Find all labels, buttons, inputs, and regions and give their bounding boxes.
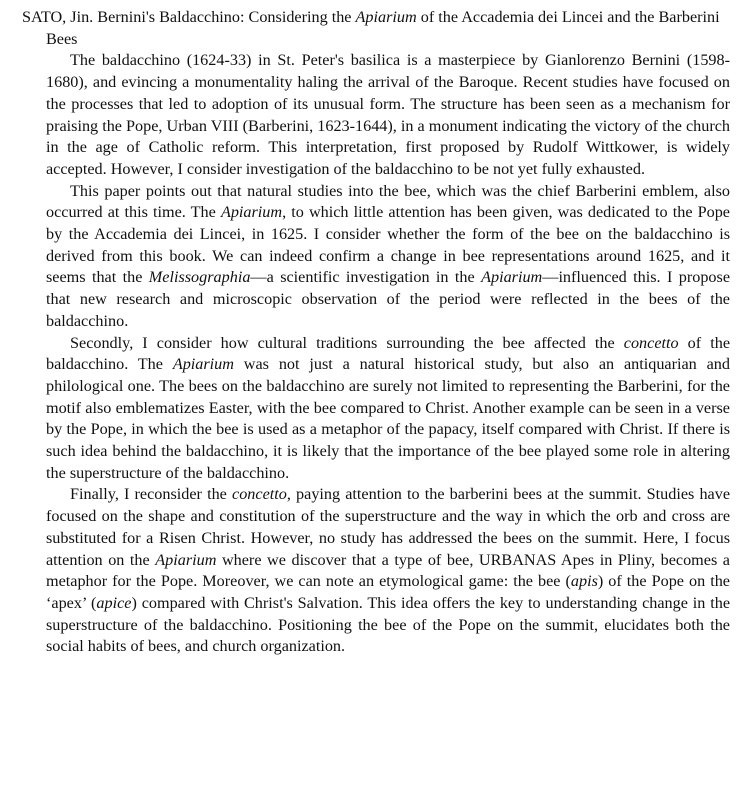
text-run: of the baldacchino. The bbox=[46, 333, 731, 374]
italic-term: Apiarium bbox=[220, 203, 283, 222]
text-run: This paper points out that natural studies into the bee, which was the chief Barberini emblem, also occurred at this time. The bbox=[46, 181, 730, 222]
abstract-page bbox=[22, 7, 730, 658]
text-run: —influenced this. I propose that new research and microscopic observation of the period were reflected in the bees of the baldacchino. bbox=[46, 268, 731, 330]
title-italic-apiarium: Apiarium bbox=[355, 8, 417, 26]
italic-term: Apiarium bbox=[155, 550, 217, 569]
italic-term: concetto bbox=[623, 333, 679, 352]
italic-term: Apiarium bbox=[481, 268, 543, 287]
text-run: where we discover that a type of bee, URBANAS Apes in Pliny, becomes a metaphor for the Pope. Moreover, we can note an etymological game: the bee ( bbox=[46, 550, 730, 591]
text-run: , paying attention to the barberini bees at the summit. Studies have focused on the shape and constitution of the superstructure and the way in which the orb and cross are substituted for a Risen Christ. However, no study has addressed the bees on the summit. Here, I focus attention on the bbox=[46, 485, 730, 569]
text-run: ) compared with Christ's Salvation. This idea offers the key to understanding change in the superstructure of the baldacchino. Positioning the bee of the Pope on the summit, elucidates both the social habits of bees, and church organization. bbox=[46, 593, 730, 656]
paragraph-1 bbox=[22, 50, 730, 180]
abstract-heading bbox=[22, 7, 730, 50]
text-run: was not just a natural historical study, but also an antiquarian and philological one. The bees on the baldacchino are surely not limited to representing the Barberini, for the motif also emblematizes Easter, with the bee compared to Christ. Another example can be seen in a verse by the Pope, in which the bee is used as a metaphor of the papacy, itself compared with Christ. If there is such idea behind the baldacchino, it is likely that the importance of the bee played some role in altering the superstructure of the baldacchino. bbox=[46, 355, 730, 482]
author-name: SATO, Jin. bbox=[22, 8, 94, 26]
paragraph-4 bbox=[22, 484, 730, 658]
italic-term: concetto bbox=[232, 485, 287, 504]
italic-term: Apiarium bbox=[172, 355, 234, 374]
text-run: Finally, I reconsider the bbox=[70, 485, 233, 504]
text-run: —a scientific investigation in the bbox=[250, 268, 482, 287]
italic-term: apice bbox=[96, 593, 132, 612]
paragraph-2 bbox=[22, 181, 730, 333]
text-run: Secondly, I consider how cultural traditions surrounding the bee affected the bbox=[70, 333, 624, 352]
text-run: ) of the Pope on the ‘apex’ ( bbox=[46, 572, 730, 612]
italic-term: apis bbox=[570, 572, 598, 591]
text-run: , to which little attention has been given, was dedicated to the Pope by the Accademia dei Lincei, in 1625. I consider whether the form of the bee on the baldacchino is derived from this book. We can indeed confirm a change in bee representations around 1625, and it seems that the bbox=[46, 203, 730, 287]
title-part-2: of the Accademia dei Lincei and the Barberini Bees bbox=[46, 8, 720, 48]
title-part-1: Bernini's Baldacchino: Considering the bbox=[97, 8, 352, 26]
paragraph-3 bbox=[22, 333, 730, 485]
text-run: The baldacchino (1624-33) in St. Peter's basilica is a masterpiece by Gianlorenzo Bernini (1598-1680), and evincing a monumentality haling the arrival of the Baroque. Recent studies have focused on the processes that led to adoption of its unusual form. The structure has been seen as a mechanism for praising the Pope, Urban VIII (Barberini, 1623-1644), in a monument indicating the victory of the church in the age of Catholic reform. This interpretation, first proposed by Rudolf Wittkower, is widely accepted. However, I consider investigation of the baldacchino to be not yet fully exhausted. bbox=[46, 51, 730, 178]
italic-term: Melissographia bbox=[148, 268, 251, 287]
